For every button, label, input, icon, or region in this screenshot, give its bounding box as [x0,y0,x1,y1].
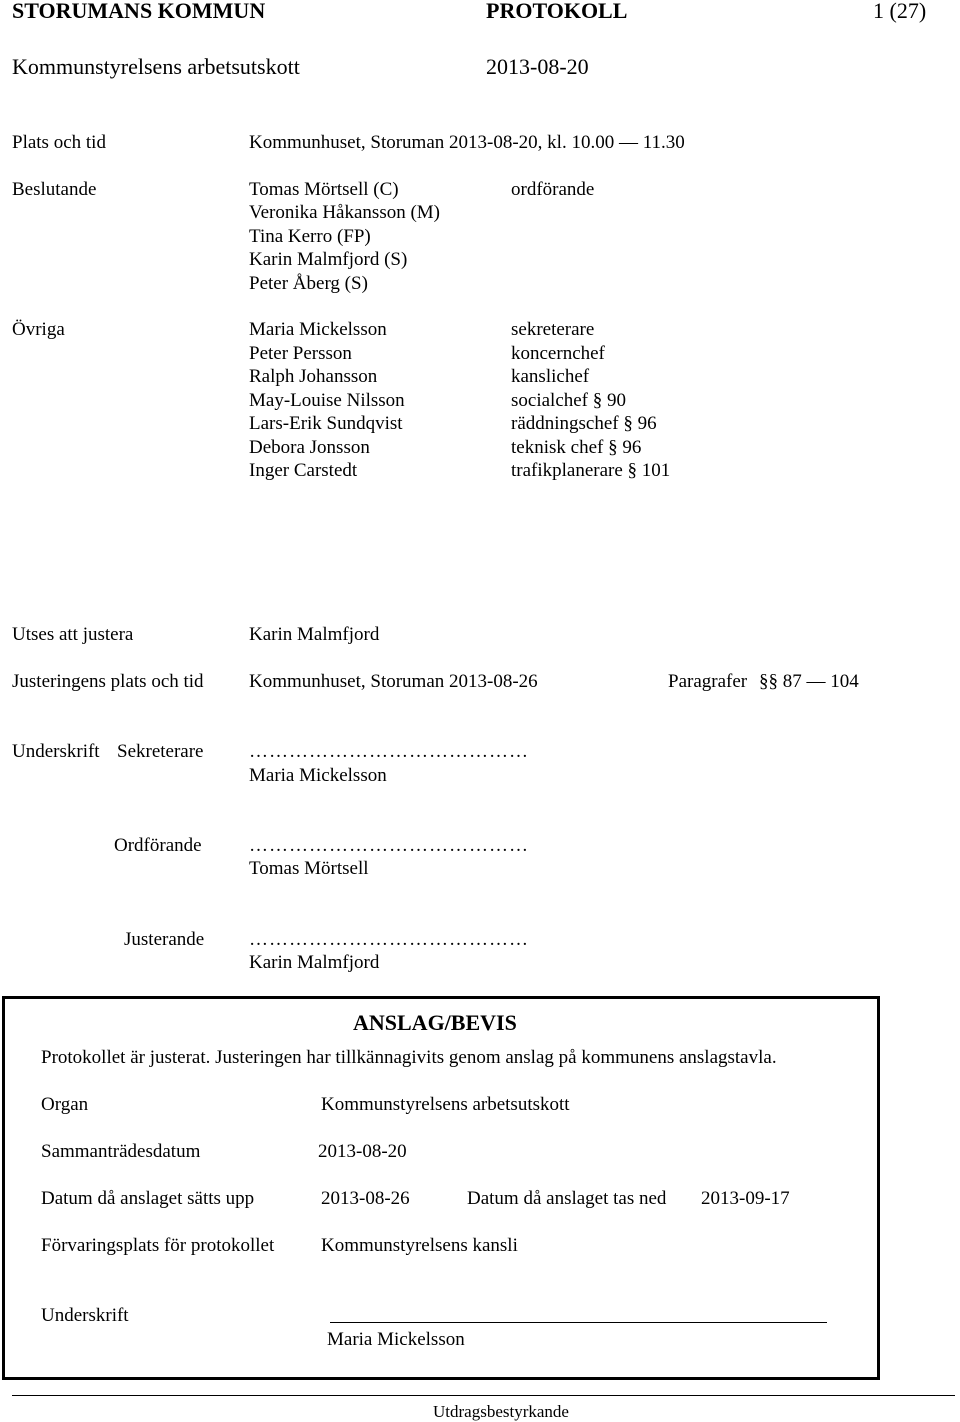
chair-name: Tomas Mörtsell [249,858,369,879]
paragraphs-value: §§ 87 — 104 [759,671,859,692]
signature-dots: …………………………………… [249,741,529,762]
signature-label: Underskrift [12,741,100,762]
deciding-member-name: Veronika Håkansson (M) [249,202,441,223]
appointed-adjuster-label: Utses att justera [12,624,134,645]
removed-date-value: 2013-09-17 [701,1188,790,1209]
other-attendee-name: Inger Carstedt [249,460,358,481]
chair-role-label: Ordförande [114,835,202,856]
posted-date-label: Datum då anslaget sätts upp [41,1188,255,1209]
others-label: Övriga [12,319,65,340]
deciding-member-role: ordförande [511,179,595,200]
signature-line [330,1322,827,1323]
secretary-role-label: Sekreterare [117,741,204,762]
adjustment-place-label: Justeringens plats och tid [12,671,204,692]
other-attendee-name: May-Louise Nilsson [249,390,405,411]
deciding-member-name: Karin Malmfjord (S) [249,249,408,270]
other-attendee-name: Debora Jonsson [249,437,370,458]
deciding-member-name: Tina Kerro (FP) [249,226,371,247]
other-attendee-name: Lars-Erik Sundqvist [249,413,403,434]
deciding-member-name: Tomas Mörtsell (C) [249,179,399,200]
deciding-member-name: Peter Åberg (S) [249,273,368,294]
place-time-value: Kommunhuset, Storuman 2013-08-20, kl. 10.00 — 11.30 [249,132,685,153]
appointed-adjuster-value: Karin Malmfjord [249,624,380,645]
anslag-signature-label: Underskrift [41,1305,129,1326]
storage-label: Förvaringsplats för protokollet [41,1235,275,1256]
adjuster-name: Karin Malmfjord [249,952,380,973]
other-attendee-role: socialchef § 90 [511,390,627,411]
other-attendee-role: trafikplanerare § 101 [511,460,671,481]
organ-label: Organ [41,1094,89,1115]
footer-certification: Utdragsbestyrkande [433,1402,569,1421]
footer-rule [12,1395,955,1396]
signature-dots: …………………………………… [249,835,529,856]
storage-value: Kommunstyrelsens kansli [321,1235,518,1256]
removed-date-label: Datum då anslaget tas ned [467,1188,667,1209]
other-attendee-name: Maria Mickelsson [249,319,387,340]
paragraphs-label: Paragrafer [668,671,748,692]
municipality-name: STORUMANS KOMMUN [12,0,266,23]
organ-value: Kommunstyrelsens arbetsutskott [321,1094,570,1115]
signature-dots: …………………………………… [249,929,529,950]
other-attendee-role: sekreterare [511,319,595,340]
deciding-label: Beslutande [12,179,97,200]
other-attendee-role: teknisk chef § 96 [511,437,642,458]
other-attendee-role: kanslichef [511,366,590,387]
meeting-date-label: Sammanträdesdatum [41,1141,201,1162]
other-attendee-name: Ralph Johansson [249,366,378,387]
adjustment-place-value: Kommunhuset, Storuman 2013-08-26 [249,671,538,692]
committee-name: Kommunstyrelsens arbetsutskott [12,54,300,79]
secretary-name: Maria Mickelsson [249,765,387,786]
anslag-title: ANSLAG/BEVIS [353,1010,517,1035]
page-number: 1 (27) [873,0,927,23]
other-attendee-role: koncernchef [511,343,605,364]
anslag-signature-name: Maria Mickelsson [327,1329,465,1350]
adjuster-role-label: Justerande [124,929,205,950]
anslag-statement: Protokollet är justerat. Justeringen har tillkännagivits genom anslag på kommunens anslagstavla. [41,1047,777,1068]
posted-date-value: 2013-08-26 [321,1188,410,1209]
other-attendee-role: räddningschef § 96 [511,413,657,434]
other-attendee-name: Peter Persson [249,343,352,364]
meeting-date-value: 2013-08-20 [318,1141,407,1162]
meeting-date: 2013-08-20 [486,54,589,79]
place-time-label: Plats och tid [12,132,106,153]
document-type: PROTOKOLL [486,0,628,23]
